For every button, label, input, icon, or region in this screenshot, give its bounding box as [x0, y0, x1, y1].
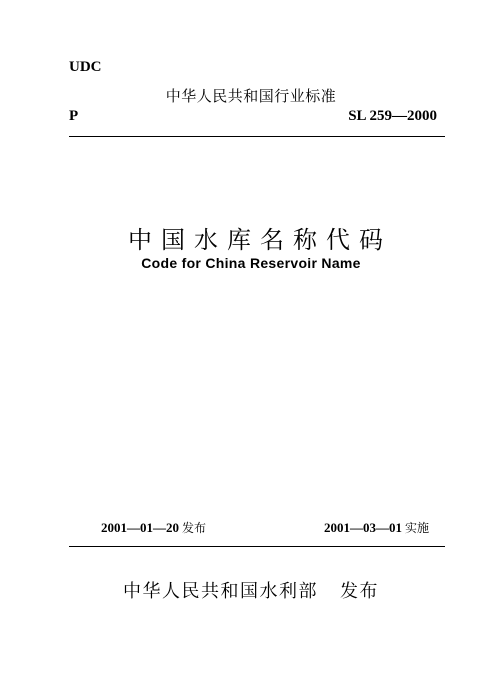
issue-date-line: [101, 519, 206, 536]
udc-label: UDC: [69, 59, 102, 75]
document-title-chinese: 中国水库名称代码: [128, 226, 392, 254]
issuer-action: 发布: [340, 581, 379, 602]
standard-category: 中华人民共和国行业标准: [165, 87, 337, 105]
standard-number: SL 259—2000: [348, 108, 437, 124]
implement-label: 实施: [404, 521, 429, 535]
issuer-name: 中华人民共和国水利部: [123, 581, 318, 602]
classification-code: P: [69, 108, 79, 124]
bottom-divider: [69, 546, 445, 547]
issue-label: 发布: [182, 521, 207, 535]
document-title-english: Code for China Reservoir Name: [141, 255, 361, 271]
issue-date: 2001—01—20: [101, 520, 179, 535]
top-divider: [69, 136, 445, 137]
implement-date-line: [324, 519, 429, 536]
issuer-line: [0, 577, 502, 603]
implement-date: 2001—03—01: [323, 520, 402, 535]
